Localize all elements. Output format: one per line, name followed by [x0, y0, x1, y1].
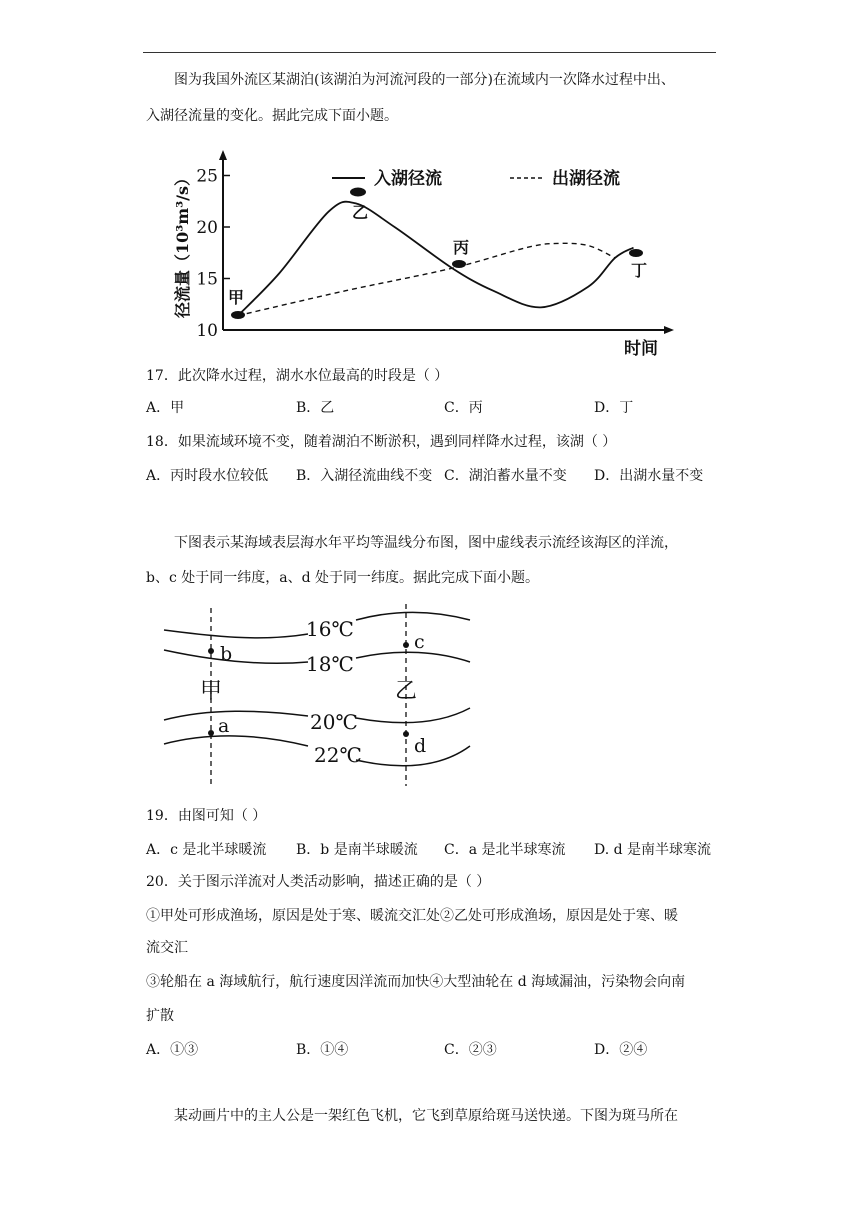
q19-option-d[interactable]: D. d 是南半球寒流: [594, 842, 712, 858]
isotherm-22-label: 22℃: [314, 743, 362, 767]
y-tick-label: 10: [196, 321, 218, 341]
q20-item-line2: 流交汇: [146, 940, 188, 956]
q20-item-line4: 扩散: [146, 1008, 174, 1024]
header-rule: [143, 52, 716, 53]
q20-option-b[interactable]: B．①④: [296, 1042, 349, 1058]
isotherm-20-label: 20℃: [310, 710, 358, 734]
y-axis-label: 径流量（10³m³/s）: [173, 169, 192, 319]
q18-option-d[interactable]: D．出湖水量不变: [594, 468, 704, 484]
legend-inflow-label: 入湖径流: [374, 169, 442, 189]
q20-item-line1: ①甲处可形成渔场，原因是处于寒、暖流交汇处②乙处可形成渔场，原因是处于寒、暖: [146, 908, 678, 924]
q18-option-c[interactable]: C．湖泊蓄水量不变: [444, 468, 567, 484]
y-tick-label: 25: [196, 166, 218, 187]
intro-17-line2: 入湖径流量的变化。据此完成下面小题。: [146, 108, 398, 124]
q17-option-a[interactable]: A．甲: [146, 400, 185, 416]
point-jia-label: 甲: [228, 288, 245, 307]
y-axis-arrow: [219, 150, 227, 160]
point-b-dot: [208, 648, 214, 654]
isotherm-map: [150, 600, 490, 792]
series-inflow-line: [238, 202, 634, 316]
point-d-label: d: [414, 735, 427, 757]
point-jia-marker: [231, 311, 245, 319]
intro-19-line2: b、c 处于同一纬度，a、d 处于同一纬度。据此完成下面小题。: [146, 570, 540, 586]
q20-item-line3: ③轮船在 a 海域航行，航行速度因洋流而加快④大型油轮在 d 海域漏油，污染物会向南: [146, 974, 686, 990]
q20-option-a[interactable]: A．①③: [146, 1042, 199, 1058]
point-d-dot: [403, 731, 409, 737]
q18-stem: 18．如果流域环境不变，随着湖泊不断淤积，遇到同样降水过程，该湖（ ）: [146, 434, 617, 450]
next-intro-line1: 某动画片中的主人公是一架红色飞机，它飞到草原给斑马送快递。下图为斑马所在: [174, 1108, 678, 1124]
q19-option-a[interactable]: A．c 是北半球暖流: [146, 842, 267, 858]
q17-stem: 17．此次降水过程，湖水水位最高的时段是（ ）: [146, 368, 449, 384]
current-jia-label: 甲: [200, 679, 223, 704]
point-yi-label: 乙: [352, 203, 369, 222]
isotherm-18-left: [164, 650, 308, 663]
legend-outflow-label: 出湖径流: [552, 169, 620, 189]
q20-option-d[interactable]: D．②④: [594, 1042, 648, 1058]
point-ding-marker: [629, 249, 643, 257]
isotherm-16-label: 16℃: [306, 617, 354, 641]
point-bing-label: 丙: [453, 238, 470, 257]
isotherm-18-right: [356, 652, 470, 662]
q18-option-a[interactable]: A．丙时段水位较低: [146, 468, 269, 484]
q19-option-c[interactable]: C．a 是北半球寒流: [444, 842, 566, 858]
isotherm-16-right: [356, 612, 470, 620]
q17-option-d[interactable]: D．丁: [594, 400, 634, 416]
point-b-label: b: [220, 643, 233, 665]
isotherm-20-right: [356, 708, 470, 723]
point-a-label: a: [218, 715, 230, 737]
q20-option-c[interactable]: C．②③: [444, 1042, 497, 1058]
point-c-label: c: [414, 631, 425, 653]
isotherm-22-left: [164, 736, 308, 746]
x-axis-arrow: [664, 326, 674, 334]
x-axis-label: 时间: [624, 339, 658, 359]
q18-option-b[interactable]: B．入湖径流曲线不变: [296, 468, 433, 484]
current-yi-label: 乙: [395, 679, 418, 704]
runoff-chart: [160, 148, 680, 362]
point-ding-label: 丁: [631, 261, 648, 280]
q17-option-b[interactable]: B．乙: [296, 400, 335, 416]
y-tick-label: 15: [196, 269, 218, 290]
q17-option-c[interactable]: C．丙: [444, 400, 483, 416]
isotherm-18-label: 18℃: [306, 652, 354, 676]
intro-19-line1: 下图表示某海域表层海水年平均等温线分布图，图中虚线表示流经该海区的洋流，: [174, 535, 678, 551]
q19-stem: 19．由图可知（ ）: [146, 808, 267, 824]
y-tick-label: 20: [196, 218, 218, 238]
q19-option-b[interactable]: B．b 是南半球暖流: [296, 842, 418, 858]
isotherm-22-right: [356, 746, 470, 766]
point-yi-marker: [350, 188, 366, 197]
intro-17-line1: 图为我国外流区某湖泊(该湖泊为河流河段的一部分)在流域内一次降水过程中出、: [174, 72, 675, 88]
point-a-dot: [208, 730, 214, 736]
isotherm-16-left: [164, 630, 308, 638]
point-c-dot: [403, 642, 409, 648]
isotherm-20-left: [164, 711, 308, 720]
q20-stem: 20．关于图示洋流对人类活动影响，描述正确的是（ ）: [146, 874, 491, 890]
point-bing-marker: [452, 260, 466, 268]
